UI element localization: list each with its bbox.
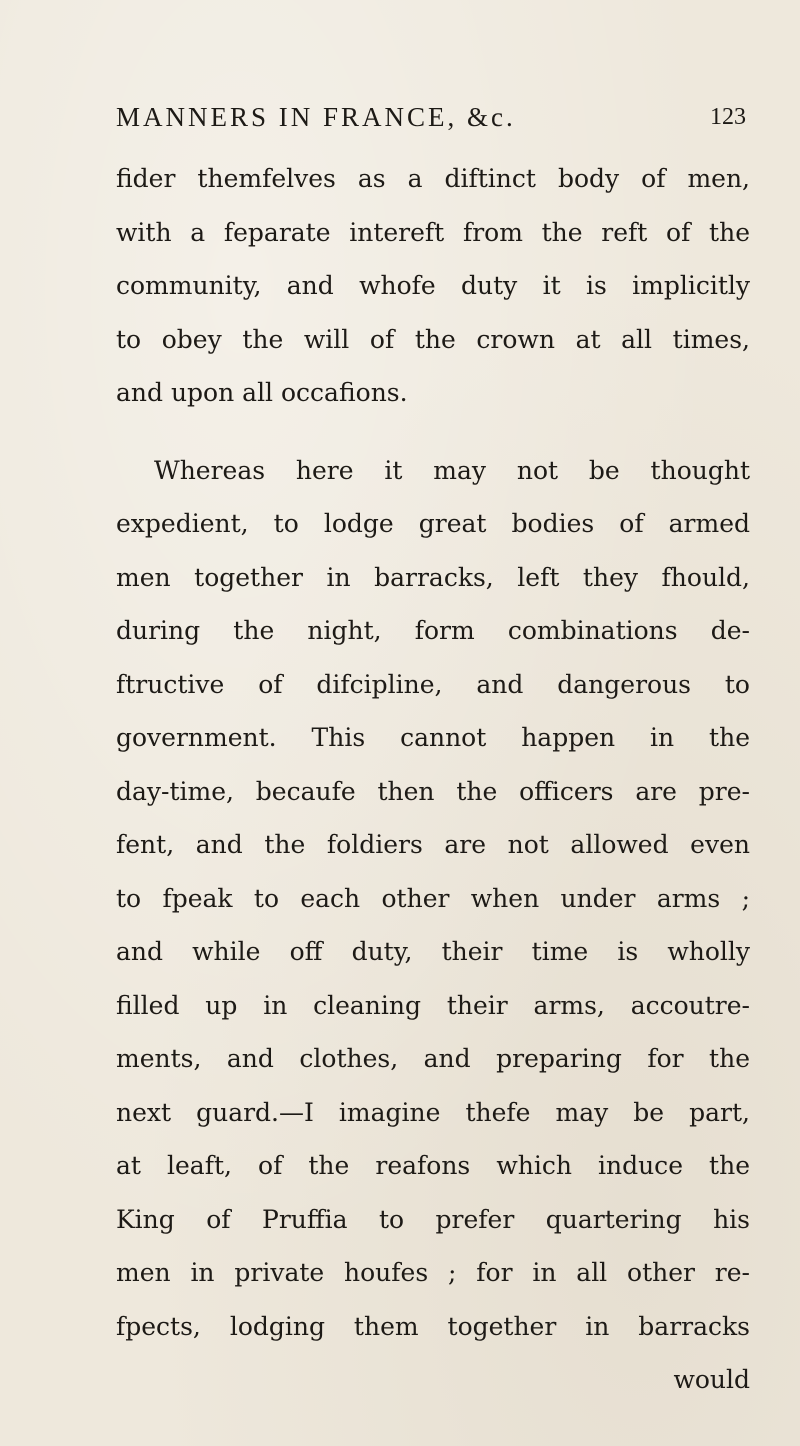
- text-line: community, and whofe duty it is implicitly: [116, 271, 750, 300]
- text-line: men in private houfes ; for in all other re-: [116, 1258, 750, 1287]
- text-line: next guard.—I imagine thefe may be part,: [116, 1097, 750, 1127]
- text-line: fpects, lodging them together in barracks: [116, 1311, 750, 1341]
- running-title: MANNERS IN FRANCE, &c.: [116, 102, 516, 132]
- paragraph-2: [116, 444, 750, 1354]
- text-line: filled up in cleaning their arms, accoutre-: [116, 990, 750, 1020]
- paragraph-1: [116, 152, 750, 420]
- text-line: at leaft, of the reafons which induce the: [116, 1151, 750, 1180]
- text-line: and while off duty, their time is wholly: [116, 937, 750, 966]
- page-number: 123: [710, 104, 746, 130]
- catchword: would: [673, 1365, 750, 1394]
- text-line: ftructive of difcipline, and dangerous to: [116, 669, 750, 699]
- text-line: men together in barracks, left they fhould,: [116, 562, 750, 592]
- text-line: government. This cannot happen in the: [116, 723, 750, 752]
- text-line: fider themfelves as a diftinct body of men,: [116, 164, 750, 193]
- text-line: during the night, form combinations de-: [116, 616, 750, 645]
- paragraph-gap: [116, 420, 750, 444]
- text-line: King of Pruffia to prefer quartering his: [116, 1204, 750, 1234]
- body-text: [116, 152, 750, 1407]
- text-line: to obey the will of the crown at all times,: [116, 324, 750, 354]
- text-line: to fpeak to each other when under arms ;: [116, 883, 750, 913]
- text-line: Whereas here it may not be thought: [154, 455, 750, 485]
- text-line: and upon all occafions.: [116, 378, 408, 407]
- text-line: expedient, to lodge great bodies of armed: [116, 509, 750, 538]
- text-line: fent, and the foldiers are not allowed even: [116, 830, 750, 859]
- running-head: [116, 102, 746, 142]
- text-line: with a feparate intereft from the reft of the: [116, 217, 750, 247]
- text-line: day-time, becaufe then the officers are pre-: [116, 776, 750, 806]
- text-line: ments, and clothes, and preparing for the: [116, 1044, 750, 1073]
